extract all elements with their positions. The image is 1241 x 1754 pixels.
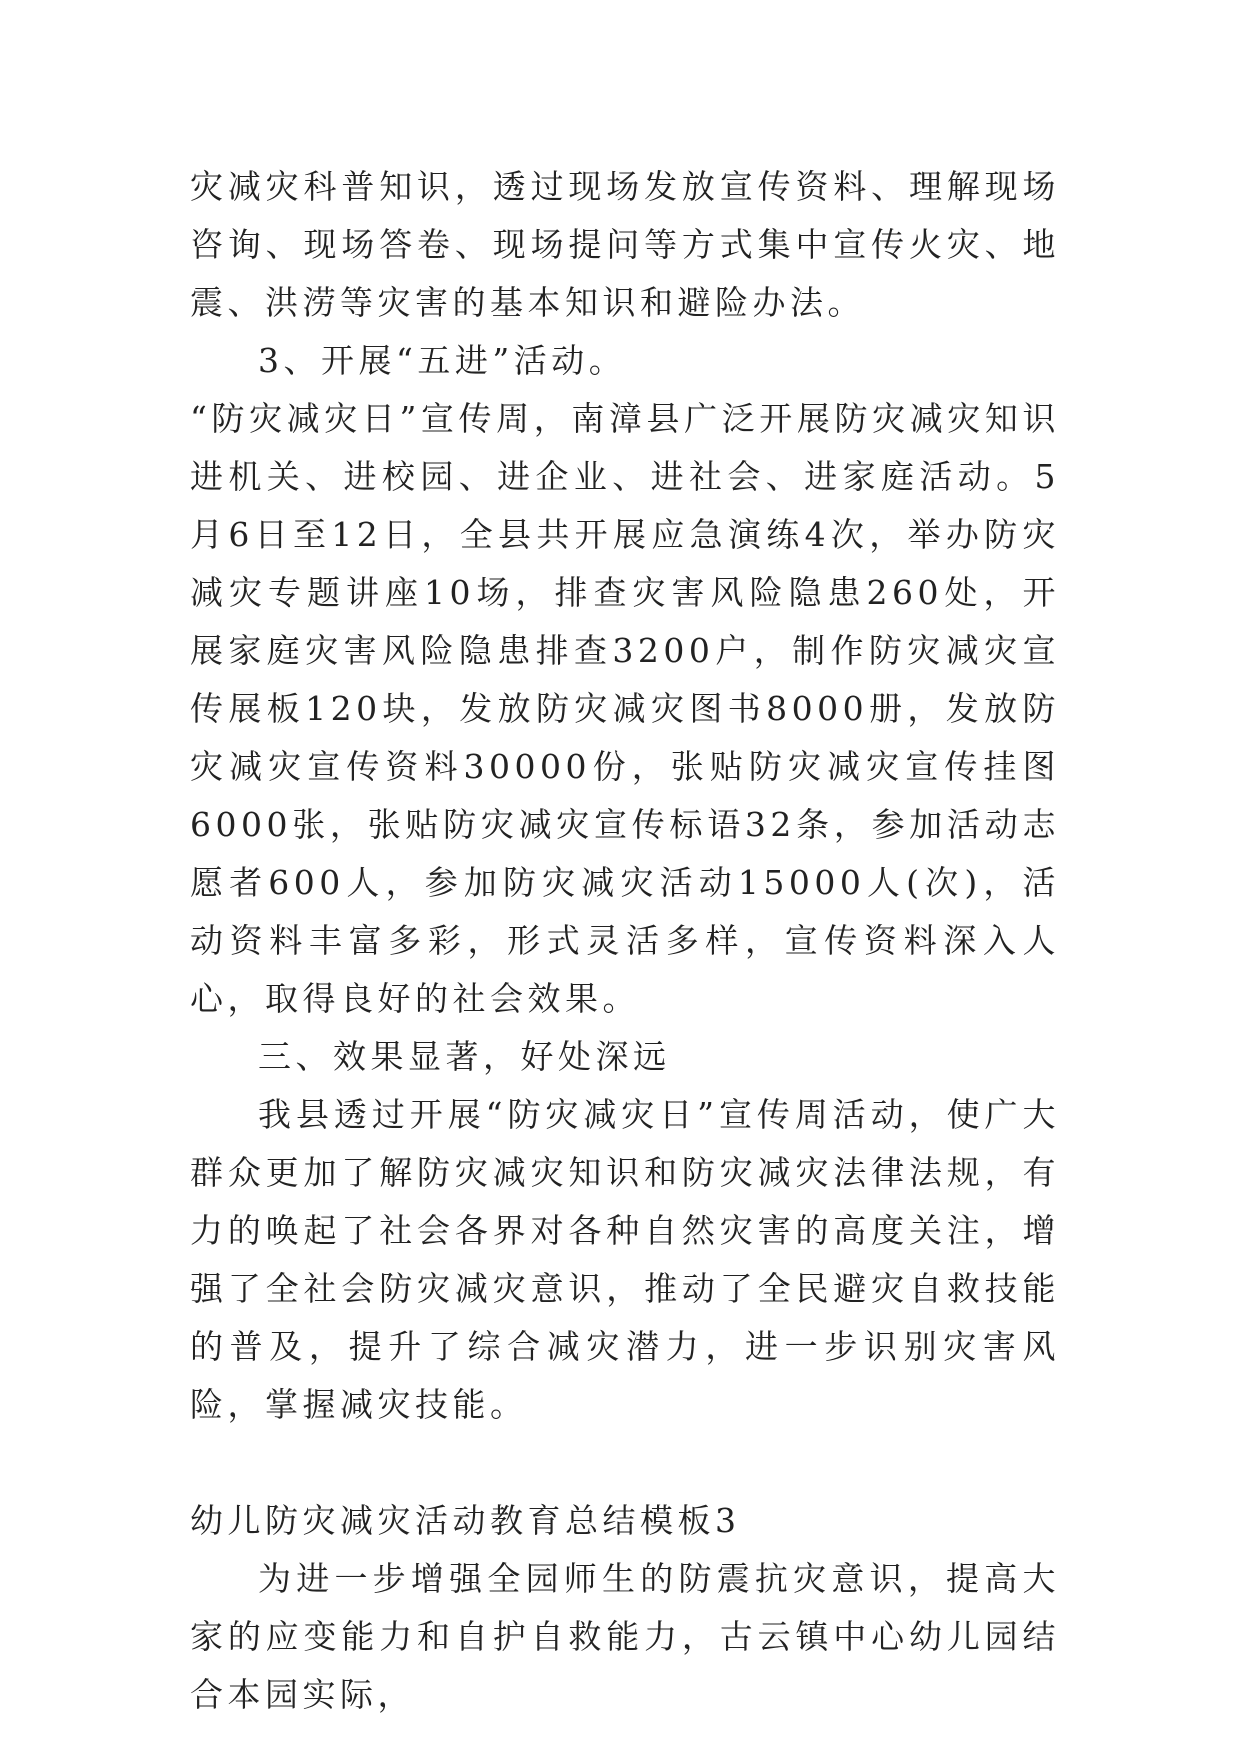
paragraph-heading-effect: 三、效果显著，好处深远: [258, 1037, 671, 1076]
paragraph-continuation: 灾减灾科普知识，透过现场发放宣传资料、理解现场咨询、现场答卷、现场提问等方式集中宣传火灾、地震、洪涝等灾害的基本知识和避险办法。: [190, 167, 1060, 322]
paragraph-activity-stats: “防灾减灾日”宣传周，南漳县广泛开展防灾减灾知识进机关、进校园、进企业、进社会、进家庭活动。5月6日至12日，全县共开展应急演练4次，举办防灾减灾专题讲座10场，排查灾害风险隐患260处，开展家庭灾害风险隐患排查3200户，制作防灾减灾宣传展板120块，发放防灾减灾图书8000册，发放防灾减灾宣传资料30000份，张贴防灾减灾宣传挂图6000张，张贴防灾减灾宣传标语32条，参加活动志愿者600人，参加防灾减灾活动15000人(次)，活动资料丰富多彩，形式灵活多样，宣传资料深入人心，取得良好的社会效果。: [190, 399, 1060, 1018]
section-title: 幼儿防灾减灾活动教育总结模板3: [190, 1501, 741, 1540]
paragraph-heading-five-enter: 3、开展“五进”活动。: [258, 341, 627, 380]
paragraph-effect-summary: 我县透过开展“防灾减灾日”宣传周活动，使广大群众更加了解防灾减灾知识和防灾减灾法律法规，有力的唤起了社会各界对各种自然灾害的高度关注，增强了全社会防灾减灾意识，推动了全民避灾自救技能的普及，提升了综合减灾潜力，进一步识别灾害风险，掌握减灾技能。: [190, 1095, 1060, 1424]
paragraph-kindergarten-intro: 为进一步增强全园师生的防震抗灾意识，提高大家的应变能力和自护自救能力，古云镇中心幼儿园结合本园实际，: [190, 1559, 1060, 1714]
document-body: [190, 158, 1060, 1724]
